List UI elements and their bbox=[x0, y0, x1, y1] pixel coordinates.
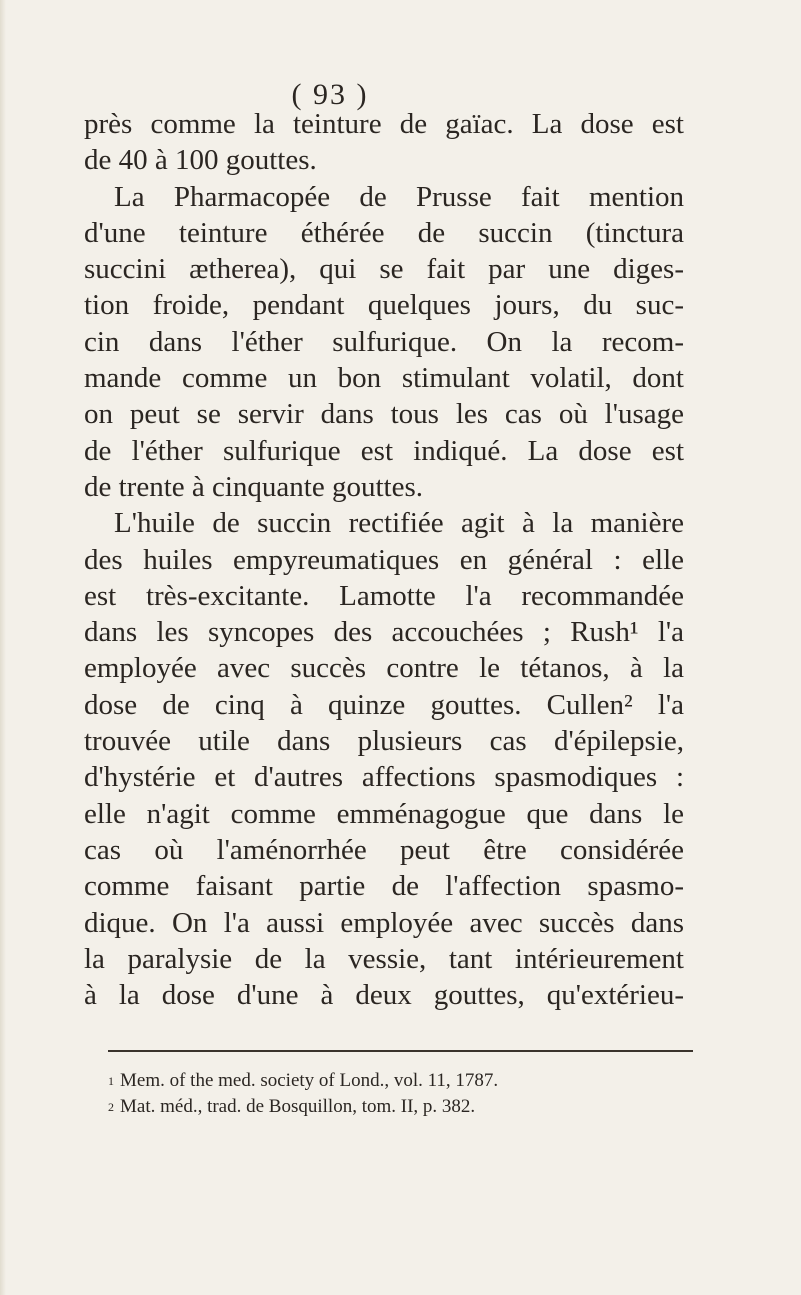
footnote-text: Mat. méd., trad. de Bosquillon, tom. II, p. 382. bbox=[120, 1096, 476, 1117]
footnote-1 bbox=[108, 1068, 693, 1094]
text-line: trouvée utile dans plusieurs cas d'épilepsie, bbox=[84, 725, 684, 758]
text-line: de 40 à 100 gouttes. bbox=[84, 144, 317, 177]
text-line: la paralysie de la vessie, tant intérieurement bbox=[84, 942, 684, 975]
text-line: est très-excitante. Lamotte l'a recommandée bbox=[84, 579, 684, 612]
text-line: comme faisant partie de l'affection spasmo- bbox=[84, 870, 684, 903]
footnote-mark: 2 bbox=[108, 1100, 114, 1114]
footnotes bbox=[108, 1068, 693, 1120]
footnote-text: Mem. of the med. society of Lond., vol. 11, 1787. bbox=[120, 1070, 499, 1091]
text-line: La Pharmacopée de Prusse fait mention bbox=[114, 180, 684, 213]
page-number: ( 93 ) bbox=[291, 78, 369, 111]
footnote-2 bbox=[108, 1094, 693, 1120]
text-line: dans les syncopes des accouchées ; Rush¹ l'a bbox=[84, 616, 684, 649]
text-line: de trente à cinquante gouttes. bbox=[84, 470, 424, 503]
text-line: de l'éther sulfurique est indiqué. La dose est bbox=[84, 434, 684, 467]
text-line: d'hystérie et d'autres affections spasmodiques : bbox=[84, 761, 684, 794]
text-line: tion froide, pendant quelques jours, du suc- bbox=[84, 289, 684, 322]
text-line: succini ætherea), qui se fait par une diges- bbox=[84, 253, 684, 286]
text-line: cas où l'aménorrhée peut être considérée bbox=[84, 833, 684, 866]
text-line: mande comme un bon stimulant volatil, dont bbox=[84, 362, 684, 395]
text-line: d'une teinture éthérée de succin (tinctura bbox=[84, 216, 684, 249]
body-text bbox=[84, 106, 684, 1013]
text-line: L'huile de succin rectifiée agit à la manière bbox=[114, 507, 684, 540]
text-line: employée avec succès contre le tétanos, à la bbox=[84, 652, 684, 685]
page-edge-shadow bbox=[0, 0, 6, 1295]
footnote-mark: 1 bbox=[108, 1074, 114, 1088]
text-line: on peut se servir dans tous les cas où l'usage bbox=[84, 398, 684, 431]
text-line: dique. On l'a aussi employée avec succès dans bbox=[84, 906, 684, 939]
text-line: cin dans l'éther sulfurique. On la recom- bbox=[84, 325, 684, 358]
text-line: des huiles empyreumatiques en général : elle bbox=[84, 543, 684, 576]
text-line: près comme la teinture de gaïac. La dose est bbox=[84, 108, 684, 140]
text-line: dose de cinq à quinze gouttes. Cullen² l'a bbox=[84, 688, 684, 721]
text-line: elle n'agit comme emménagogue que dans le bbox=[84, 797, 684, 830]
text-line: à la dose d'une à deux gouttes, qu'extérieu- bbox=[84, 979, 684, 1012]
footnote-divider bbox=[108, 1050, 693, 1052]
